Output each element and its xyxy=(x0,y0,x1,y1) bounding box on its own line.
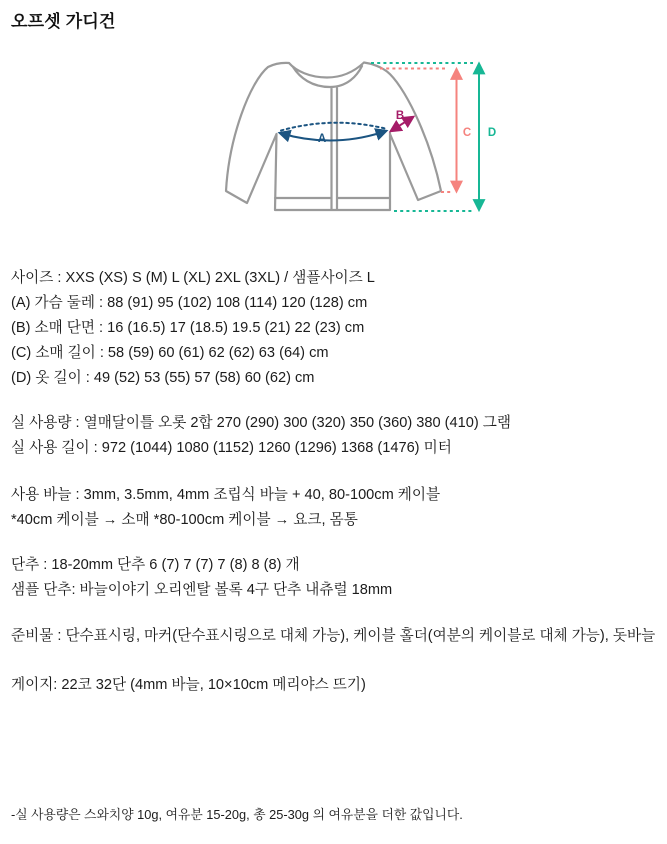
chest-measure-arrow xyxy=(280,131,386,141)
yarn-section xyxy=(11,411,659,461)
yarn-length-line: 실 사용 길이 : 972 (1044) 1080 (1152) 1260 (1296) 1368 (1476) 미터 xyxy=(11,440,452,456)
sleeve-length-line: (C) 소매 길이 : 58 (59) 60 (61) 62 (62) 63 (64) cm xyxy=(11,345,329,361)
chest-measure-dotted-arc xyxy=(281,123,385,131)
page-title: 오프셋 가디건 xyxy=(11,12,116,31)
needles-section xyxy=(11,483,659,533)
footnote-section xyxy=(11,806,659,823)
cardigan-outline xyxy=(226,63,441,211)
sleeve-length-measure-label: C xyxy=(462,127,472,139)
sleeve-width-line: (B) 소매 단면 : 16 (16.5) 17 (18.5) 19.5 (21) 22 (23) cm xyxy=(11,320,365,336)
garment-length-measure-label: D xyxy=(487,127,497,139)
gauge-section xyxy=(11,673,659,698)
needles-line: 사용 바늘 : 3mm, 3.5mm, 4mm 조립식 바늘 + 40, 80-100cm 케이블 xyxy=(11,487,441,503)
footnote-line: -실 사용량은 스와치양 10g, 여유분 15-20g, 총 25-30g 의 여유분을 더한 값입니다. xyxy=(11,807,463,822)
size-line: 사이즈 : XXS (XS) S (M) L (XL) 2XL (3XL) / 샘플사이즈 L xyxy=(11,270,375,286)
cable-note-line: *40cm 케이블 → 소매 *80-100cm 케이블 → 요크, 몸통 xyxy=(11,512,358,528)
garment-length-line: (D) 옷 길이 : 49 (52) 53 (55) 57 (58) 60 (62) cm xyxy=(11,370,315,386)
cardigan-schematic-diagram xyxy=(200,50,510,230)
gauge-line: 게이지: 22코 32단 (4mm 바늘, 10×10cm 메리야스 뜨기) xyxy=(11,677,366,693)
supplies-section xyxy=(11,624,659,649)
supplies-line: 준비물 : 단수표시링, 마커(단수표시링으로 대체 가능), 케이블 홀더(여분의 케이블로 대체 가능), 돗바늘 xyxy=(11,628,656,644)
buttons-spec-line: 단추 : 18-20mm 단추 6 (7) 7 (7) 7 (8) 8 (8) 개 xyxy=(11,557,300,573)
chest-measure-label: A xyxy=(317,133,327,145)
buttons-sample-line: 샘플 단추: 바늘이야기 오리엔탈 볼록 4구 단추 내츄럴 18mm xyxy=(11,582,393,598)
yarn-amount-line: 실 사용량 : 열매달이틀 오롯 2합 270 (290) 300 (320) 350 (360) 380 (410) 그램 xyxy=(11,415,511,431)
measurements-section xyxy=(11,266,659,391)
buttons-section xyxy=(11,553,659,603)
sleeve-width-measure-label: B xyxy=(395,110,405,122)
chest-line: (A) 가슴 둘레 : 88 (91) 95 (102) 108 (114) 120 (128) cm xyxy=(11,295,368,311)
